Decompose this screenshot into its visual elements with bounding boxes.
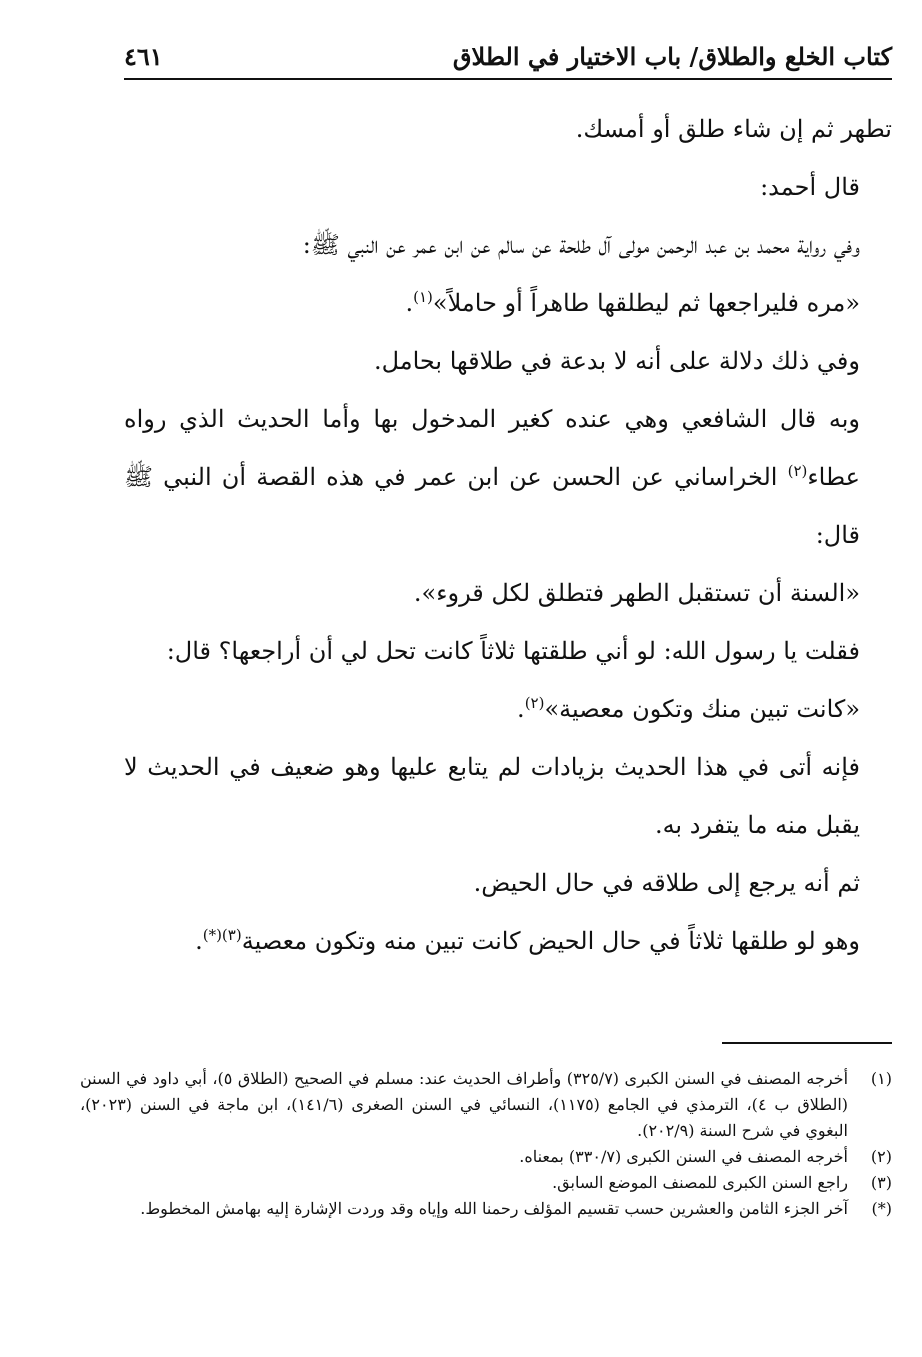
- paragraph: فإنه أتى في هذا الحديث بزيادات لم يتابع عليها وهو ضعيف في الحديث لا يقبل منه ما يتفرد به.: [124, 753, 860, 839]
- hadith-quote: «كانت تبين منك وتكون معصية»$^{(٢)}$.: [517, 694, 860, 723]
- footnote-text: آخر الجزء الثامن والعشرين حسب تقسيم المؤلف رحمنا الله وإياه وقد وردت الإشارة إليه بهامش المخطوط.: [140, 1199, 848, 1218]
- footnote-separator: [722, 1042, 892, 1044]
- hadith-quote: «مره فليراجعها ثم ليطلقها طاهراً أو حاملاً»$^{(١)}$.: [405, 288, 860, 317]
- footnote: [80, 1144, 892, 1170]
- paragraph: ثم أنه يرجع إلى طلاقه في حال الحيض.: [473, 869, 860, 897]
- page-number: ٤٦١: [124, 42, 163, 71]
- main-text: [124, 100, 892, 970]
- footnote-number: (١): [870, 1069, 892, 1088]
- hadith-quote: «السنة أن تستقبل الطهر فتطلق لكل قروء».: [413, 579, 860, 607]
- footnote: [80, 1170, 892, 1196]
- paragraph: قال أحمد:: [760, 173, 860, 201]
- page-header: [124, 28, 892, 80]
- footnote-ref: (٢): [787, 462, 808, 480]
- footnote: [80, 1066, 892, 1144]
- footnote: [80, 1196, 892, 1222]
- footnote-ref: (١): [413, 288, 433, 306]
- paragraph: فقلت يا رسول الله: لو أني طلقتها ثلاثاً كانت تحل لي أن أراجعها؟ قال:: [166, 637, 860, 665]
- footnote-text: راجع السنن الكبرى للمصنف الموضع السابق.: [552, 1173, 848, 1192]
- footnote-number: (٣): [870, 1173, 892, 1192]
- paragraph: وهو لو طلقها ثلاثاً في حال الحيض كانت تبين منه وتكون معصية$^{(٣)(*)}$.: [195, 926, 860, 955]
- paragraph: وفي رواية محمد بن عبد الرحمن مولى آل طلحة عن سالم عن ابن عمر عن النبي ﷺ:: [302, 231, 860, 259]
- footnote-ref: (٣)(*): [202, 926, 242, 944]
- paragraph: وفي ذلك دلالة على أنه لا بدعة في طلاقها بحامل.: [373, 347, 860, 375]
- running-title: كتاب الخلع والطلاق/ باب الاختيار في الطلاق: [452, 42, 892, 71]
- footnote-number: (*): [871, 1199, 892, 1218]
- footnote-number: (٢): [870, 1147, 892, 1166]
- footnote-text: أخرجه المصنف في السنن الكبرى (٣٢٥/٧) وأطراف الحديث عند: مسلم في الصحيح (الطلاق ٥)، أبي داود في السنن (الطلاق ب ٤)، الترمذي في الجامع (١١٧٥)، النسائي في السنن الصغرى (١٤١/٦)، ابن ماجة في السنن (٢٠٢٣)، البغوي في شرح السنة (٢٠٢/٩).: [80, 1069, 849, 1140]
- footnote-ref: (٢): [524, 694, 545, 712]
- paragraph: وبه قال الشافعي وهي عنده كغير المدخول بها وأما الحديث الذي رواه عطاء$^{(٢)}$ الخراساني عن الحسن عن ابن عمر في هذه القصة أن النبي ﷺ قال:: [124, 405, 860, 549]
- footnotes-section: [80, 1042, 892, 1222]
- paragraph: تطهر ثم إن شاء طلق أو أمسك.: [575, 115, 892, 143]
- footnote-text: أخرجه المصنف في السنن الكبرى (٣٣٠/٧) بمعناه.: [519, 1147, 848, 1166]
